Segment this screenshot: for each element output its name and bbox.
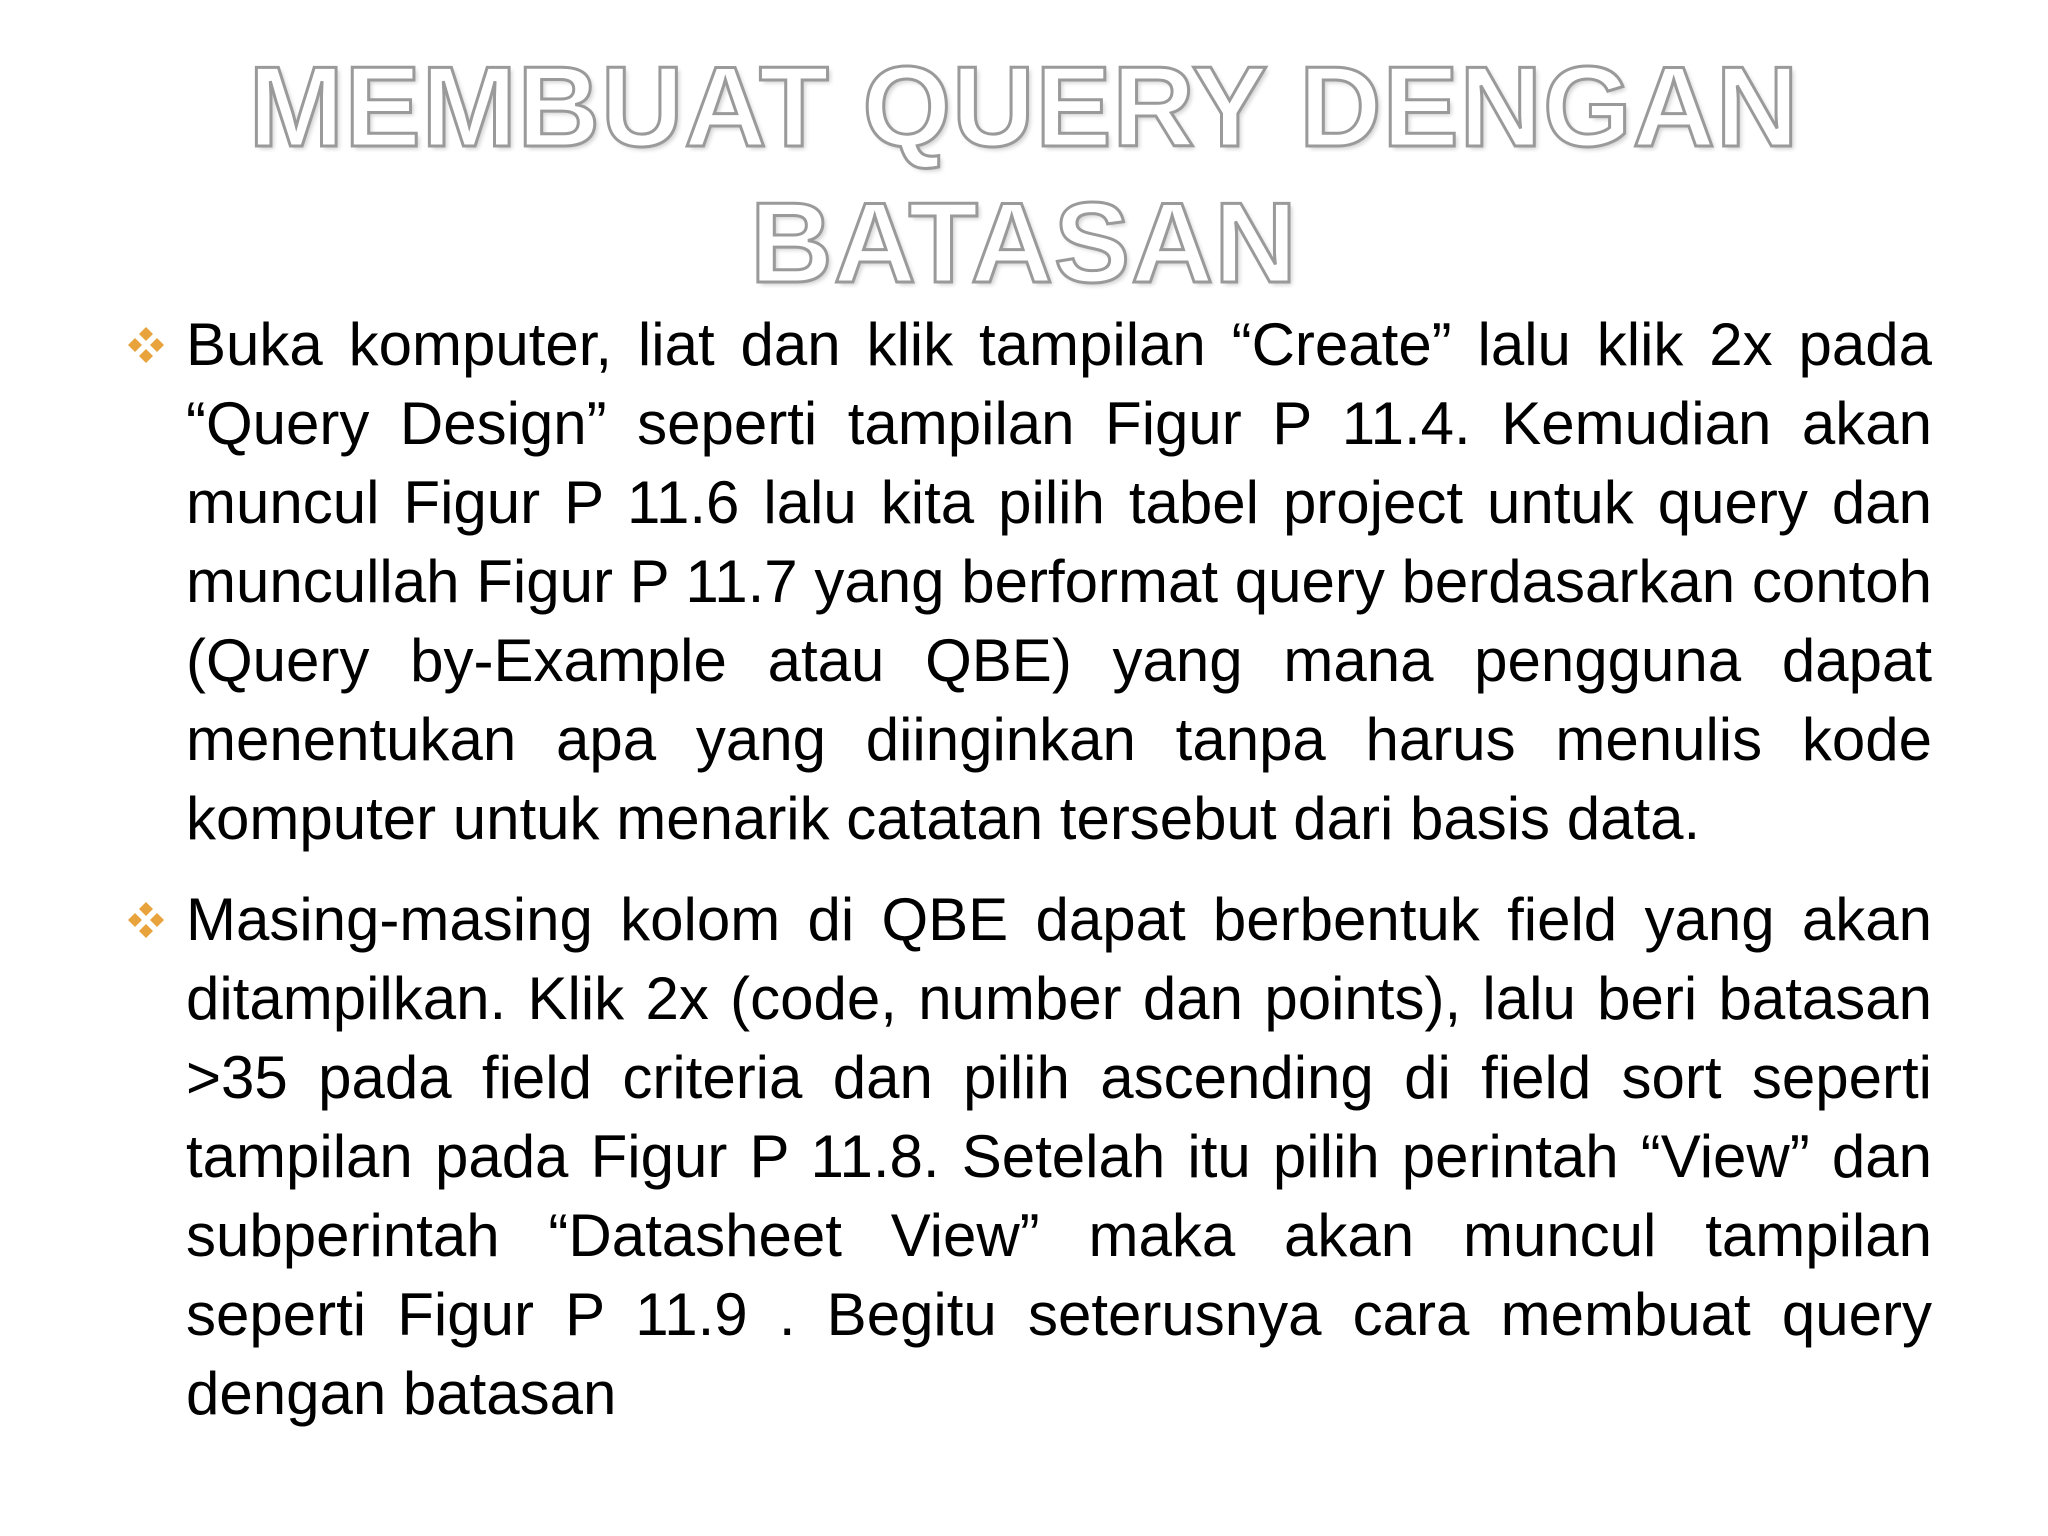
bullet-item [126,305,1932,858]
four-diamond-bullet-icon [126,325,166,365]
bullet-item [126,880,1932,1433]
four-diamond-bullet-icon [126,900,166,940]
bullet-text: Masing-masing kolom di QBE dapat berbentuk field yang akan ditampilkan. Klik 2x (code, number dan points), lalu beri batasan >35 pada field criteria dan pilih ascending di field sort seperti tampilan pada Figur P 11.8. Setelah itu pilih perintah “View” dan subperintah “Datasheet View” maka akan muncul tampilan seperti Figur P 11.9 . Begitu seterusnya cara membuat query dengan batasan [186,886,1932,1427]
bullet-list [126,305,1932,1455]
bullet-text: Buka komputer, liat dan klik tampilan “Create” lalu klik 2x pada “Query Design” seperti tampilan Figur P 11.4. Kemudian akan muncul Figur P 11.6 lalu kita pilih tabel project untuk query dan muncullah Figur P 11.7 yang berformat query berdasarkan contoh (Query by-Example atau QBE) yang mana pengguna dapat menentukan apa yang diinginkan tanpa harus menulis kode komputer untuk menarik catatan tersebut dari basis data. [186,311,1932,852]
slide-title: MEMBUAT QUERY DENGAN BATASAN [248,44,1800,307]
